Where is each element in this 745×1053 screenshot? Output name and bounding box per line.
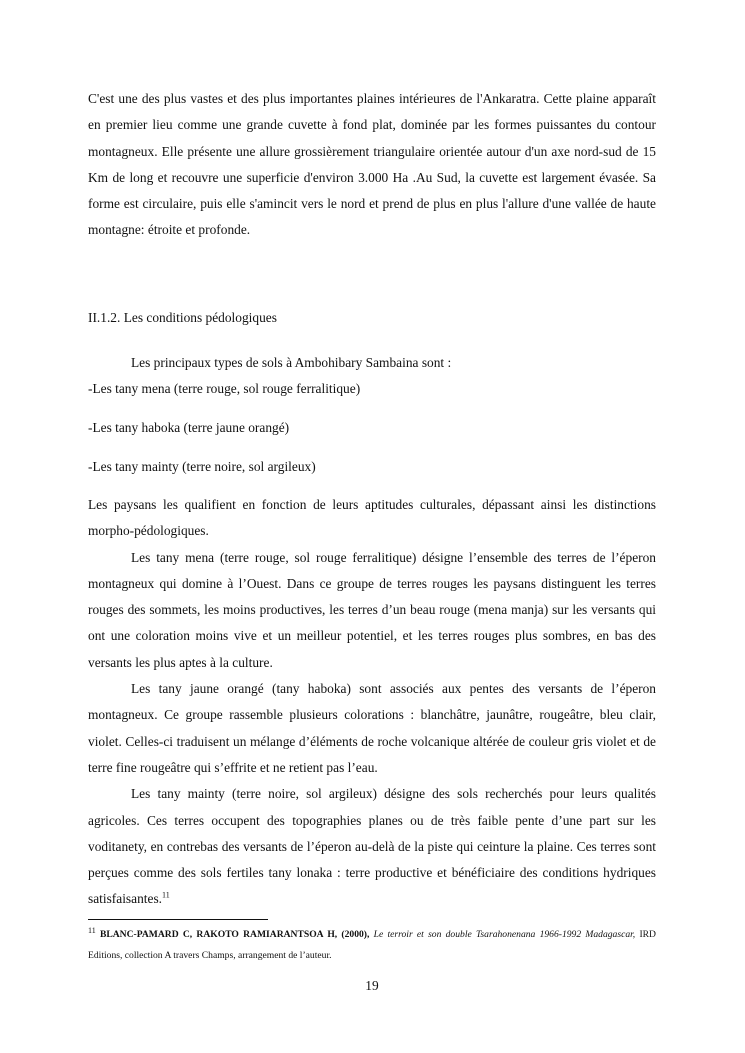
soil-description-section [88,492,656,913]
page-number: 19 [365,978,379,993]
footnote [88,924,656,966]
footnote-divider [88,919,268,920]
soil-type-list [88,353,656,477]
footnote-number: 11 [88,925,96,935]
footnote-publisher: IRD Editions, collection A travers Champs, arrangement de l’auteur. [88,929,656,961]
list-item: -Les tany haboka (terre jaune orangé) [88,420,290,435]
list-item: -Les tany mena (terre rouge, sol rouge ferralitique) [88,381,361,396]
qualify-paragraph: Les paysans les qualifient en fonction de leurs aptitudes culturales, dépassant ainsi les distinctions morpho-pédologiques. [88,497,656,539]
haboka-paragraph: Les tany jaune orangé (tany haboka) sont associés aux pentes des versants de l’éperon montagneux. Ce groupe rassemble plusieurs colorations : blanchâtre, jaunâtre, rougeâtre, bleu clair, violet. Celles-ci traduisent un mélange d’éléments de roche volcanique altérée de couleur gris violet et de terre fine rougeâtre qui s’effrite et ne retient pas l’eau. [88,681,656,775]
footnote-title: Le terroir et son double Tsarahonenana 1966-1992 Madagascar, [373,929,636,940]
intro-paragraph: C'est une des plus vastes et des plus importantes plaines intérieures de l'Ankaratra. Cette plaine apparaît en premier lieu comme une grande cuvette à fond plat, dominée par les formes puissantes du contour montagneux. Elle présente une allure grossièrement triangulaire orientée autour d'un axe nord-sud de 15 Km de long et recouvre une superficie d'environ 3.000 Ha .Au Sud, la cuvette est largement évasée. Sa forme est circulaire, puis elle s'amincit vers le nord et prend de plus en plus l'allure d'une vallée de haute montagne: étroite et profonde. [88,91,656,238]
mainty-paragraph [88,781,656,912]
list-intro: Les principaux types de sols à Ambohibary Sambaina sont : [131,355,452,370]
mena-paragraph: Les tany mena (terre rouge, sol rouge ferralitique) désigne l’ensemble des terres de l’éperon montagneux qui domine à l’Ouest. Dans ce groupe de terres rouges les paysans distinguent les terres rouges des sommets, les moins productives, les terres d’un beau rouge (mena manja) sur les versants qui ont une coloration moins vive et un meilleur potentiel, et les terres rouges plus sombres, en bas des versants les plus aptes à la culture. [88,549,656,670]
mainty-paragraph-text: Les tany mainty (terre noire, sol argileux) désigne des sols recherchés pour leurs qualités agricoles. Ces terres occupent des topographies planes ou de très faible pente d’une part sur les voditanety, en contrebas des versants de l’éperon au-delà de la piste qui ceinture la plaine. Ces terres sont perçues comme des sols fertiles tany lonaka : terre productive et bénéficiaire des conditions hydriques satisfaisantes. [88,786,656,907]
section-heading: II.1.2. Les conditions pédologiques [88,310,277,325]
footnote-authors: BLANC-PAMARD C, RAKOTO RAMIARANTSOA H, (2000), [99,929,370,940]
footnote-reference[interactable]: 11 [162,890,170,900]
list-item: -Les tany mainty (terre noire, sol argileux) [88,459,316,474]
document-page [88,86,656,993]
